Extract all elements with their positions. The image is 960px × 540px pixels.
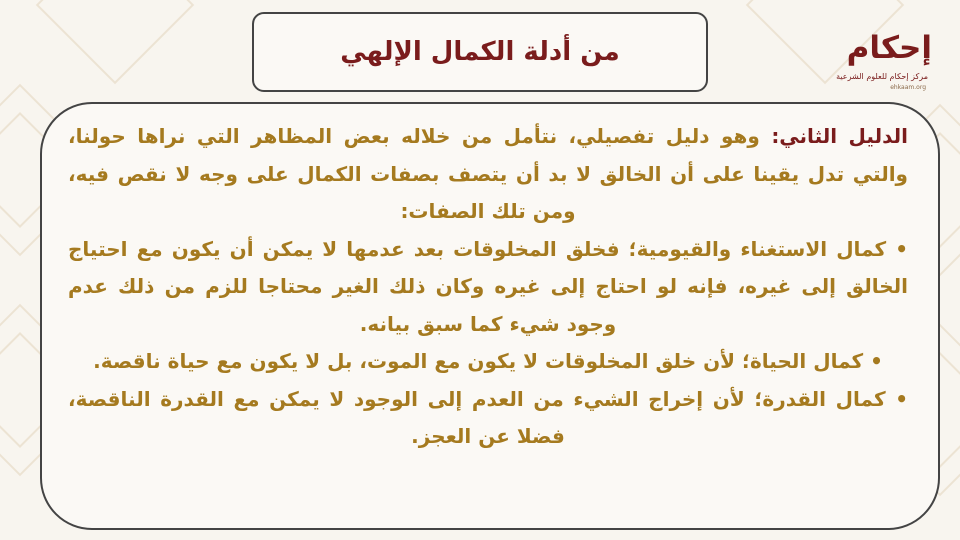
logo: [836, 24, 932, 98]
bullet-item: • كمال الاستغناء والقيومية؛ فخلق المخلوقات بعد عدمها لا يمكن أن يكون مع احتياج الخالق إلى غيره، فإنه لو احتاج إلى غيره وكان ذلك الغير محتاجا للزم من ذلك عدم وجود شيء كما سبق بيانه.: [68, 231, 908, 344]
intro-text: وهو دليل تفصيلي، نتأمل من خلاله بعض المظاهر التي نراها حولنا، والتي تدل يقينا على أن الخالق لا بد أن يتصف بصفات الكمال على وجه لا نقص فيه، ومن تلك الصفات:: [68, 124, 908, 223]
logo-subtitle: مركز إحكام للعلوم الشرعية: [836, 72, 928, 81]
intro-lead: الدليل الثاني:: [771, 124, 908, 148]
content-text: [68, 118, 908, 456]
content-box: [40, 102, 940, 530]
logo-wordmark: إحكام: [846, 30, 932, 66]
title-box: [252, 12, 708, 92]
bullet-item: • كمال الحياة؛ لأن خلق المخلوقات لا يكون مع الموت، بل لا يكون مع حياة ناقصة.: [68, 343, 908, 381]
intro-paragraph: [68, 118, 908, 231]
bullet-item: • كمال القدرة؛ لأن إخراج الشيء من العدم إلى الوجود لا يمكن مع القدرة الناقصة، فضلا عن العجز.: [68, 381, 908, 456]
slide-title: من أدلة الكمال الإلهي: [340, 37, 620, 67]
logo-url: ehkaam.org: [890, 84, 926, 91]
